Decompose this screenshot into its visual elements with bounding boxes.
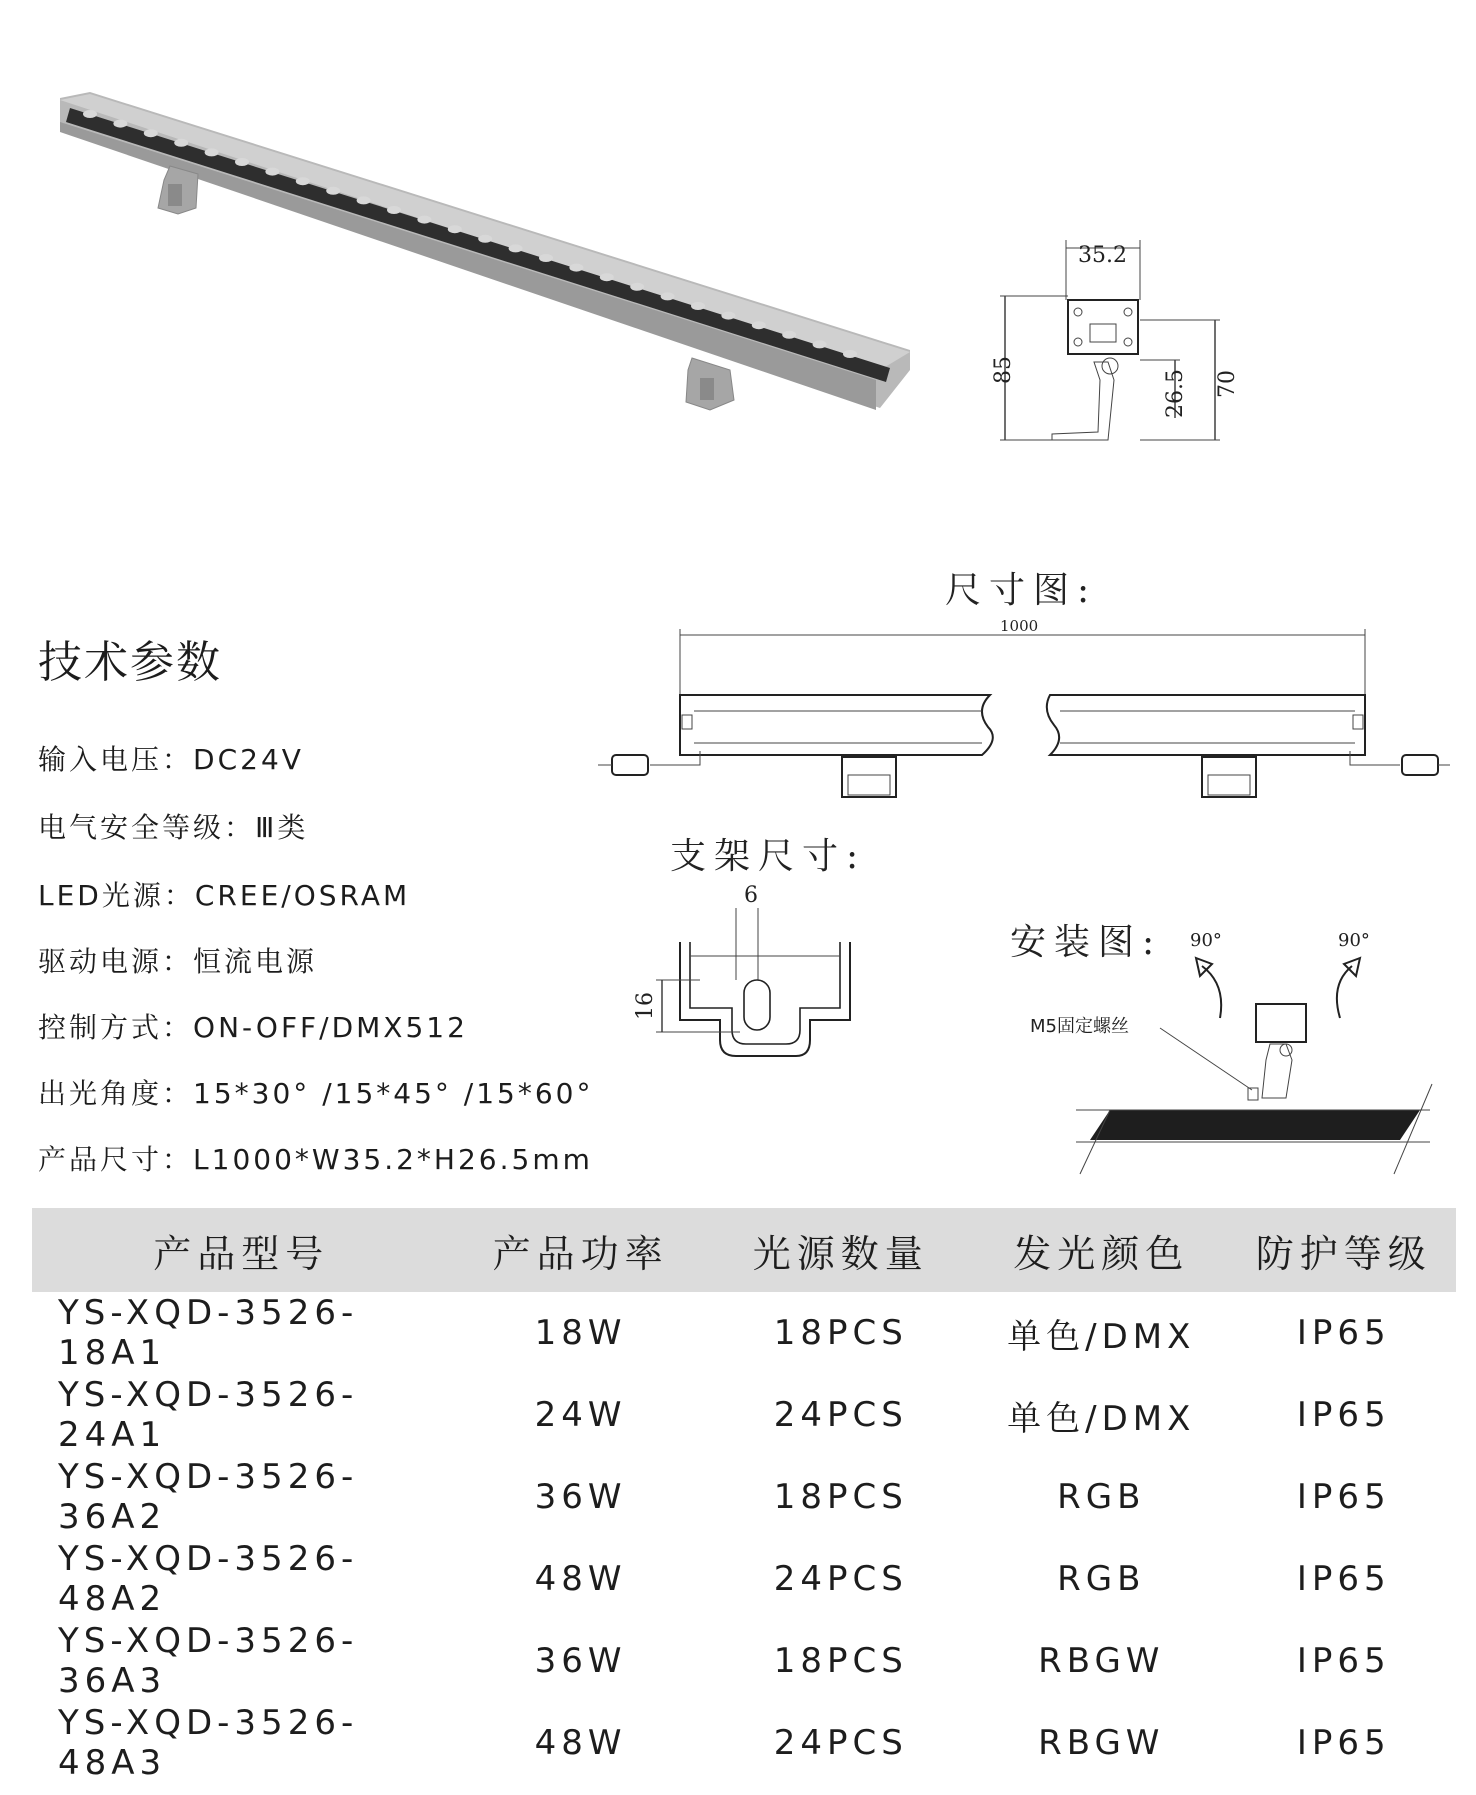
spec-label: 输入电压 ： — [38, 743, 193, 776]
led-dot — [296, 177, 310, 185]
led-dot — [326, 187, 340, 195]
cell-led-count: 18PCS — [773, 1477, 908, 1517]
spec-label: LED光源 ： — [38, 879, 195, 912]
cell-ip-rating: IP65 — [1296, 1395, 1391, 1435]
bracket-left — [158, 166, 198, 214]
led-dot — [357, 196, 371, 204]
spec-value: DC24V — [193, 743, 304, 776]
cell-color: RGB — [1057, 1477, 1146, 1517]
cell-led-count: 18PCS — [773, 1313, 908, 1353]
cell-ip-rating: IP65 — [1296, 1641, 1391, 1681]
led-dot — [174, 139, 188, 147]
table-row — [32, 1702, 1456, 1784]
bracket-drawing — [620, 880, 860, 1070]
bracket-width-label: 6 — [744, 883, 758, 908]
led-dot — [235, 158, 249, 166]
led-dot — [661, 292, 675, 300]
led-dot — [144, 129, 158, 137]
profile-height-label: 85 — [991, 356, 1016, 384]
cell-ip-rating: IP65 — [1296, 1477, 1391, 1517]
cell-model: YS-XQD-3526-24A1 — [58, 1375, 359, 1455]
header-model: 产品型号 — [32, 1208, 451, 1292]
header-color: 发光颜色 — [971, 1208, 1232, 1292]
profile-inner-height-label: 70 — [1215, 370, 1240, 398]
led-dot — [539, 254, 553, 262]
spec-label: 产品尺寸 ： — [38, 1143, 193, 1176]
led-dot — [387, 206, 401, 214]
led-dot — [782, 331, 796, 339]
profile-width-label: 35.2 — [1078, 243, 1127, 268]
led-dot — [813, 340, 827, 348]
product-image — [50, 70, 910, 430]
header-power: 产品功率 — [451, 1208, 711, 1292]
cell-power: 24W — [534, 1395, 627, 1435]
led-dot — [843, 350, 857, 358]
spec-value: ON-OFF/DMX512 — [193, 1011, 468, 1044]
rotate-left-label: 90° — [1190, 930, 1222, 951]
led-dot — [691, 302, 705, 310]
spec-label: 控制方式 ： — [38, 1011, 193, 1044]
size-drawing — [590, 615, 1460, 805]
led-dot — [265, 168, 279, 176]
cell-led-count: 24PCS — [773, 1723, 908, 1763]
spec-label: 电气安全等级 ： — [38, 811, 255, 844]
spec-item — [38, 874, 410, 914]
cell-power: 48W — [534, 1559, 627, 1599]
cell-color: RGB — [1057, 1559, 1146, 1599]
size-drawing-title: 尺寸图: — [945, 570, 1098, 611]
led-dot — [569, 264, 583, 272]
led-dot — [630, 283, 644, 291]
led-dot — [83, 110, 97, 118]
cell-power: 36W — [534, 1641, 627, 1681]
table-row — [32, 1456, 1456, 1538]
install-drawing-title: 安装图: — [1010, 922, 1163, 963]
spec-item — [38, 738, 304, 778]
header-led-count: 光源数量 — [711, 1208, 971, 1292]
table-row — [32, 1620, 1456, 1702]
bracket-drawing-title: 支架尺寸: — [670, 836, 867, 877]
cell-model: YS-XQD-3526-18A1 — [58, 1293, 359, 1373]
cell-model: YS-XQD-3526-48A2 — [58, 1539, 359, 1619]
cell-ip-rating: IP65 — [1296, 1723, 1391, 1763]
cell-power: 36W — [534, 1477, 627, 1517]
cell-power: 18W — [534, 1313, 627, 1353]
cell-color: RBGW — [1038, 1641, 1165, 1681]
rotate-right-label: 90° — [1338, 930, 1370, 951]
cell-led-count: 24PCS — [773, 1395, 908, 1435]
table-header-row — [32, 1208, 1456, 1292]
led-dot — [448, 225, 462, 233]
cell-color: 单色/DMX — [1007, 1316, 1196, 1357]
cell-power: 48W — [534, 1723, 627, 1763]
spec-label: 驱动电源 ： — [38, 945, 193, 978]
bracket-height-label: 16 — [633, 992, 658, 1020]
spec-value: L1000*W35.2*H26.5mm — [193, 1143, 593, 1176]
cell-model: YS-XQD-3526-36A3 — [58, 1621, 359, 1701]
led-dot — [752, 321, 766, 329]
cell-color: 单色/DMX — [1007, 1398, 1196, 1439]
spec-item — [38, 1006, 468, 1046]
spec-item — [38, 806, 308, 846]
led-dot — [417, 216, 431, 224]
spec-value: CREE/OSRAM — [194, 879, 411, 912]
cell-ip-rating: IP65 — [1296, 1313, 1391, 1353]
cell-model: YS-XQD-3526-36A2 — [58, 1457, 359, 1537]
table-row — [32, 1538, 1456, 1620]
cell-ip-rating: IP65 — [1296, 1559, 1391, 1599]
cross-section-drawing — [990, 240, 1240, 460]
spec-value: Ⅲ类 — [255, 811, 309, 844]
cell-color: RBGW — [1038, 1723, 1165, 1763]
spec-table — [32, 1208, 1456, 1784]
bracket-right — [686, 358, 734, 410]
cell-led-count: 18PCS — [773, 1641, 908, 1681]
led-dot — [113, 120, 127, 128]
spec-value: 15*30° /15*45° /15*60° — [193, 1077, 594, 1110]
led-dot — [721, 312, 735, 320]
cell-led-count: 24PCS — [773, 1559, 908, 1599]
led-dot — [509, 244, 523, 252]
section-title: 技术参数 — [38, 637, 222, 688]
spec-item — [38, 940, 317, 980]
spec-label: 出光角度 ： — [38, 1077, 193, 1110]
spec-value: 恒流电源 — [193, 945, 318, 978]
led-dot — [478, 235, 492, 243]
led-dot — [205, 148, 219, 156]
spec-item — [38, 1138, 593, 1178]
header-ip-rating: 防护等级 — [1232, 1208, 1456, 1292]
table-row — [32, 1374, 1456, 1456]
cell-model: YS-XQD-3526-48A3 — [58, 1703, 359, 1783]
screw-note: M5固定螺丝 — [1030, 1016, 1129, 1037]
table-row — [32, 1292, 1456, 1374]
led-dot — [600, 273, 614, 281]
spec-item — [38, 1072, 593, 1112]
install-drawing — [1000, 920, 1460, 1180]
profile-body-height-label: 26.5 — [1163, 369, 1188, 418]
length-label: 1000 — [1000, 617, 1039, 635]
